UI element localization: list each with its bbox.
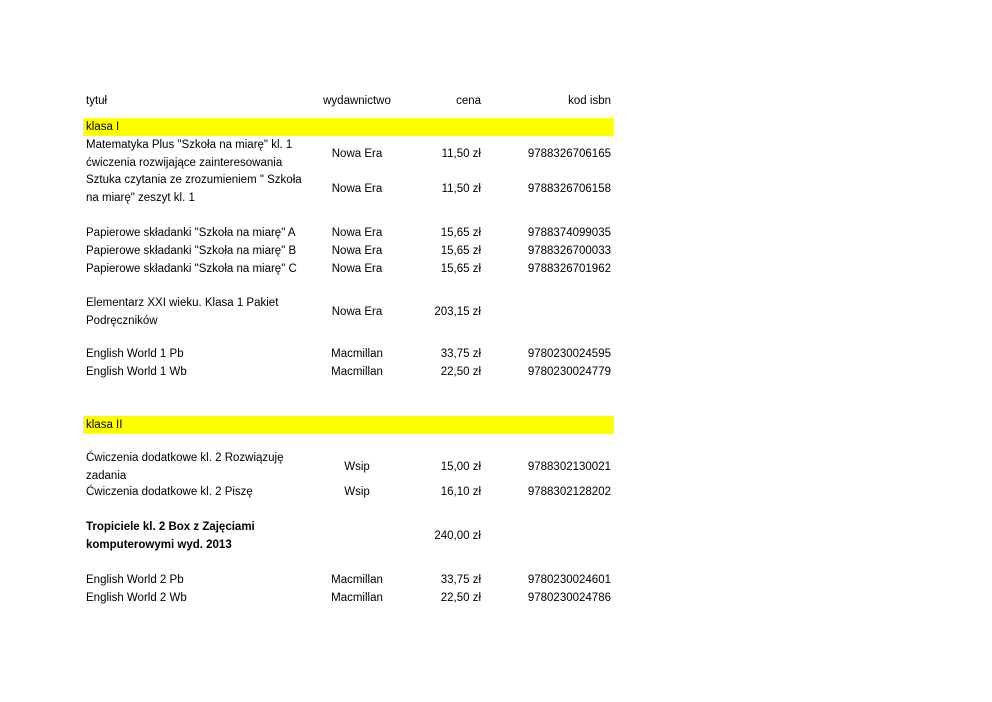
- row-publisher: Macmillan: [331, 574, 383, 586]
- table-row: [83, 518, 614, 554]
- header-price: cena: [456, 95, 481, 107]
- table-row: [83, 571, 614, 589]
- table-row: [83, 224, 614, 242]
- row-price: 15,65 zł: [440, 245, 481, 257]
- row-isbn: 9788374099035: [527, 227, 611, 239]
- row-price: 15,65 zł: [440, 263, 481, 275]
- row-title: Tropiciele kl. 2 Box z Zajęciami komputerowymi wyd. 2013: [86, 521, 255, 551]
- row-publisher: Nowa Era: [331, 263, 383, 275]
- row-title: English World 1 Wb: [86, 366, 187, 378]
- row-isbn: 9788302130021: [527, 461, 611, 473]
- row-isbn: 9780230024786: [527, 592, 611, 604]
- table-row: [83, 171, 614, 207]
- row-isbn: 9788326701962: [527, 263, 611, 275]
- row-publisher: Nowa Era: [331, 306, 383, 318]
- row-isbn: 9780230024779: [527, 366, 611, 378]
- row-price: 15,65 zł: [440, 227, 481, 239]
- section-band-klasa-2: [83, 416, 614, 434]
- table-row: [83, 589, 614, 607]
- row-title: Papierowe składanki "Szkoła na miarę" B: [86, 245, 297, 257]
- table-row: [83, 449, 614, 485]
- row-isbn: 9788302128202: [527, 486, 611, 498]
- row-price: 11,50 zł: [441, 183, 481, 195]
- row-isbn: 9788326706158: [527, 183, 611, 195]
- header-publisher: wydawnictwo: [323, 95, 391, 107]
- row-publisher: Wsip: [344, 486, 370, 498]
- row-price: 16,10 zł: [440, 486, 481, 498]
- table-row: [83, 345, 614, 363]
- row-price: 203,15 zł: [434, 306, 481, 318]
- row-title: Elementarz XXI wieku. Klasa 1 Pakiet Podręczników: [86, 297, 279, 327]
- row-title: Matematyka Plus "Szkoła na miarę" kl. 1 ćwiczenia rozwijające zainteresowania: [86, 139, 293, 169]
- row-price: 11,50 zł: [441, 148, 481, 160]
- row-price: 22,50 zł: [440, 592, 481, 604]
- row-title: Ćwiczenia dodatkowe kl. 2 Piszę: [86, 486, 253, 498]
- row-publisher: Nowa Era: [331, 227, 383, 239]
- table-row: [83, 483, 614, 501]
- row-publisher: Macmillan: [331, 366, 383, 378]
- row-title: English World 2 Pb: [86, 574, 184, 586]
- row-isbn: 9788326706165: [527, 148, 611, 160]
- row-price: 15,00 zł: [440, 461, 481, 473]
- row-title: Papierowe składanki "Szkoła na miarę" A: [86, 227, 296, 239]
- header-row: [83, 92, 614, 110]
- table-row: [83, 242, 614, 260]
- row-price: 22,50 zł: [440, 366, 481, 378]
- row-title: Ćwiczenia dodatkowe kl. 2 Rozwiązuję zadania: [86, 452, 284, 482]
- row-title: Papierowe składanki "Szkoła na miarę" C: [86, 263, 297, 275]
- row-price: 240,00 zł: [434, 530, 481, 542]
- header-isbn: kod isbn: [568, 95, 611, 107]
- row-publisher: Wsip: [344, 461, 370, 473]
- row-publisher: Macmillan: [331, 592, 383, 604]
- section-band-klasa-1: [83, 118, 614, 136]
- row-price: 33,75 zł: [440, 574, 481, 586]
- row-title: Sztuka czytania ze zrozumieniem " Szkoła na miarę" zeszyt kl. 1: [86, 174, 302, 204]
- header-title: tytuł: [86, 95, 108, 107]
- table-row: [83, 260, 614, 278]
- row-isbn: 9780230024595: [527, 348, 611, 360]
- section-label: klasa II: [86, 419, 123, 431]
- row-publisher: Macmillan: [331, 348, 383, 360]
- section-label: klasa I: [86, 121, 120, 133]
- row-title: English World 1 Pb: [86, 348, 184, 360]
- row-publisher: Nowa Era: [331, 183, 383, 195]
- row-title: English World 2 Wb: [86, 592, 187, 604]
- row-isbn: 9780230024601: [527, 574, 611, 586]
- row-price: 33,75 zł: [440, 348, 481, 360]
- table-row: [83, 294, 614, 330]
- row-publisher: Nowa Era: [331, 245, 383, 257]
- row-publisher: Nowa Era: [331, 148, 383, 160]
- table-row: [83, 363, 614, 381]
- row-isbn: 9788326700033: [527, 245, 611, 257]
- table-row: [83, 136, 614, 172]
